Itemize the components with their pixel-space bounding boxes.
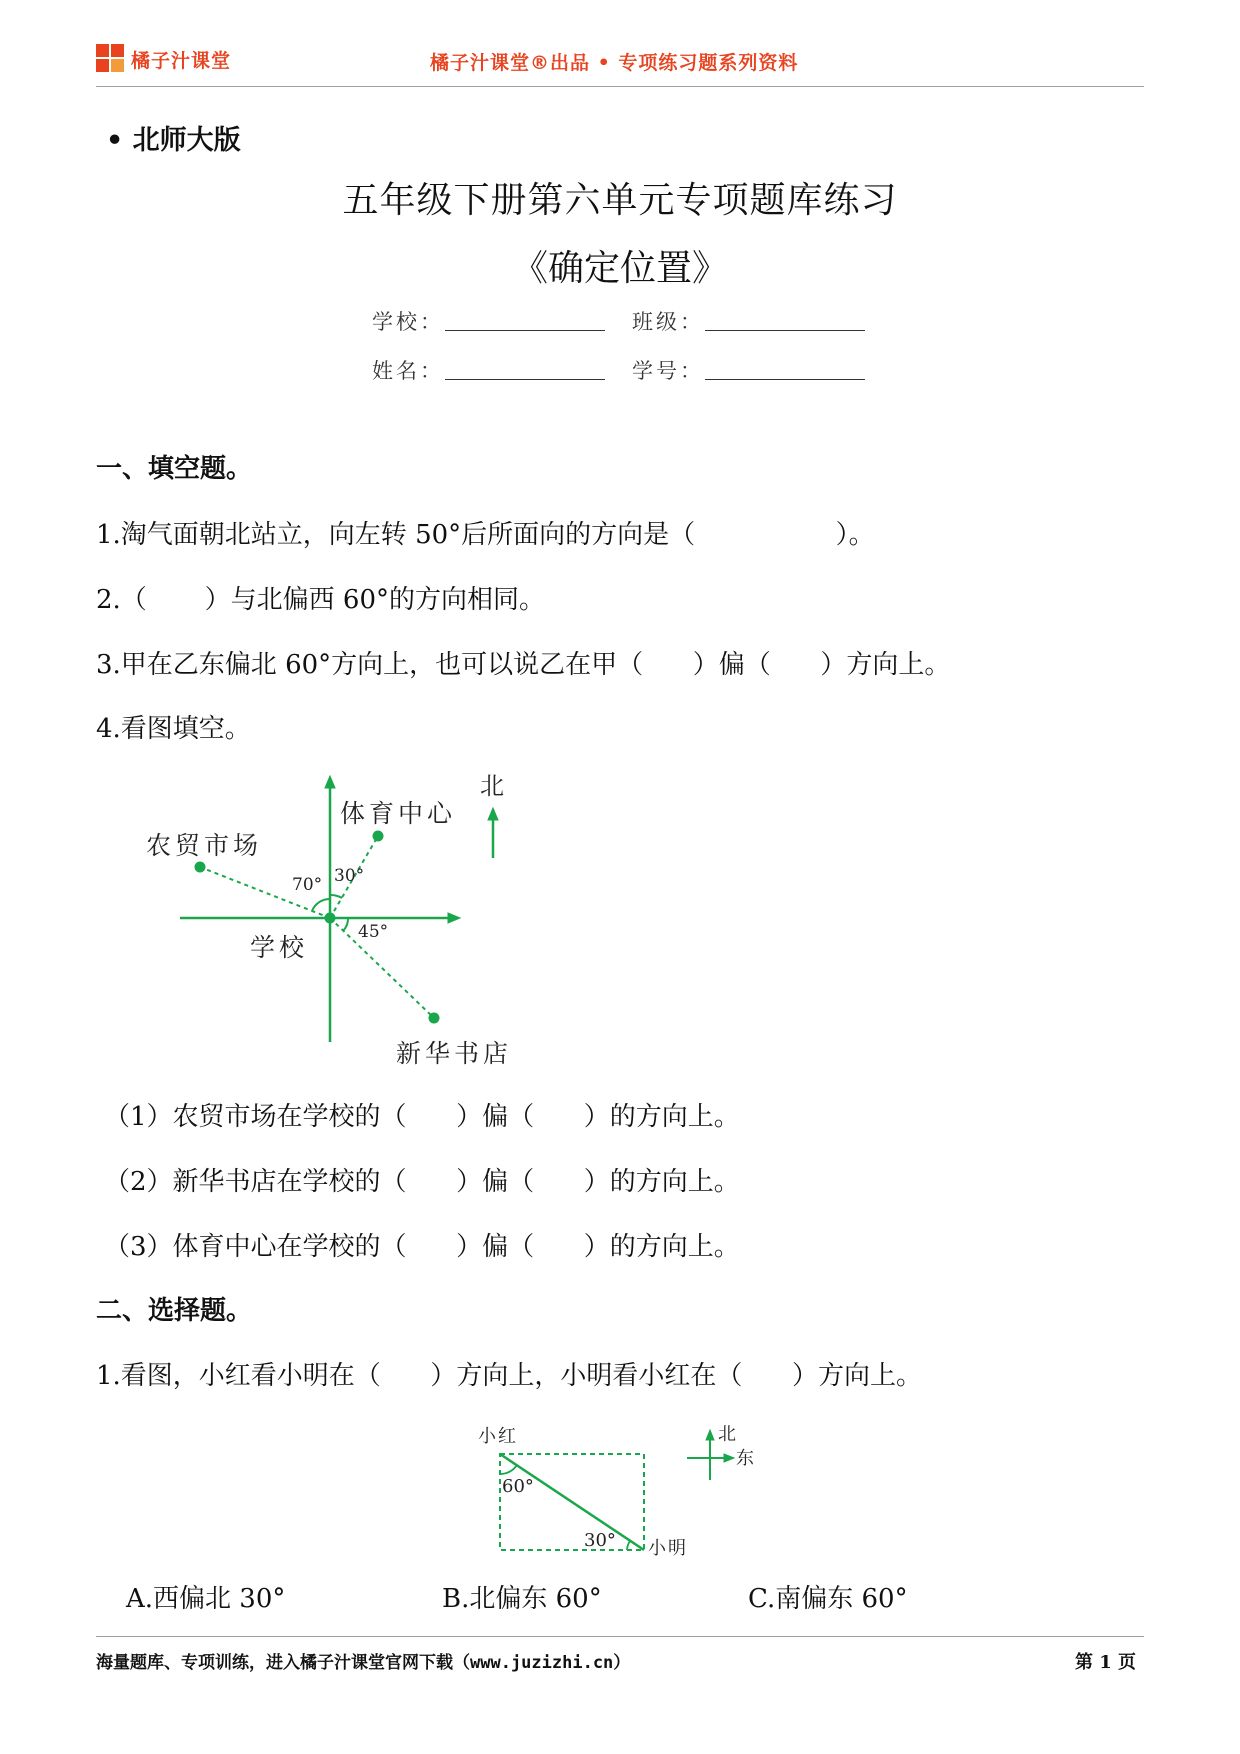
question-1-4-sub-2: （2）新华书店在学校的（ ）偏（ ）的方向上。	[104, 1167, 740, 1197]
angle-label-45: 45°	[358, 922, 389, 942]
page-title: 五年级下册第六单元专项题库练习	[342, 180, 898, 221]
question-1-2: 2.（ ）与北偏西 60°的方向相同。	[96, 585, 546, 615]
angle-arc-45	[343, 918, 348, 931]
xiaohong-label: 小红	[478, 1426, 518, 1447]
compass-east-arrow	[724, 1454, 734, 1462]
edition-label: • 北师大版	[106, 125, 241, 156]
angle-arc-60	[500, 1465, 517, 1474]
line-xiaohong-xiaoming	[500, 1454, 644, 1550]
angle-arc-30	[330, 895, 342, 898]
question-2-1: 1.看图，小红看小明在（ ）方向上，小明看小红在（ ）方向上。	[96, 1361, 922, 1391]
name-label: 姓名：	[372, 359, 444, 383]
vertical-axis-arrow	[325, 776, 335, 788]
angle-label-30b: 30°	[584, 1530, 616, 1551]
north-arrow-head	[488, 808, 498, 820]
sports-label: 体育中心	[340, 799, 457, 828]
sports-point	[373, 831, 383, 841]
question-1-1: 1.淘气面朝北站立，向左转 50°后所面向的方向是（ ）。	[96, 520, 875, 550]
section-choice-heading: 二、选择题。	[96, 1296, 253, 1326]
xiaoming-label: 小明	[648, 1538, 688, 1559]
question-1-4-sub-1: （1）农贸市场在学校的（ ）偏（ ）的方向上。	[104, 1102, 740, 1132]
question-1-4: 4.看图填空。	[96, 714, 251, 744]
option-c[interactable]: C.南偏东 60°	[748, 1584, 908, 1614]
north-label: 北	[480, 772, 504, 800]
market-label: 农贸市场	[146, 831, 263, 860]
school-point	[325, 913, 335, 923]
question-1-3: 3.甲在乙东偏北 60°方向上，也可以说乙在甲（ ）偏（ ）方向上。	[96, 650, 951, 680]
bookstore-label: 新华书店	[396, 1039, 513, 1068]
school-label: 学校：	[372, 310, 444, 334]
option-a[interactable]: A.西偏北 30°	[126, 1584, 286, 1614]
brand-name: 橘子汁课堂	[131, 50, 232, 72]
angle-arc-70	[312, 899, 330, 911]
footer-divider	[96, 1636, 1144, 1637]
bookstore-point	[429, 1013, 439, 1023]
angle-label-30: 30°	[334, 866, 365, 886]
school-field[interactable]	[445, 330, 605, 331]
compass-east-label: 东	[736, 1448, 754, 1469]
header-title: 橘子汁课堂®出品 • 专项练习题系列资料	[430, 52, 799, 74]
direction-diagram-xiaohong-xiaoming	[470, 1420, 770, 1570]
number-field[interactable]	[705, 379, 865, 380]
section-fill-blank-heading: 一、填空题。	[96, 454, 253, 484]
angle-label-70: 70°	[292, 875, 323, 895]
compass-north-label: 北	[718, 1424, 736, 1445]
school-label-diagram: 学校	[250, 933, 309, 962]
footer-text: 海量题库、专项训练，进入橘子汁课堂官网下载（www.juzizhi.cn）	[96, 1653, 631, 1673]
horizontal-axis-arrow	[448, 913, 460, 923]
class-label: 班级：	[632, 310, 704, 334]
angle-label-60: 60°	[502, 1476, 534, 1497]
direction-diagram-school	[140, 770, 540, 1070]
angle-arc-30b	[627, 1541, 630, 1550]
page-number: 第 1 页	[1075, 1652, 1137, 1673]
question-1-4-sub-3: （3）体育中心在学校的（ ）偏（ ）的方向上。	[104, 1232, 740, 1262]
header-divider	[96, 86, 1144, 87]
name-field[interactable]	[445, 379, 605, 380]
market-point	[195, 862, 205, 872]
compass-north-arrow	[706, 1430, 714, 1440]
brand-logo-icon	[96, 44, 126, 74]
option-b[interactable]: B.北偏东 60°	[442, 1584, 602, 1614]
page-subtitle: 《确定位置》	[511, 248, 728, 289]
number-label: 学号：	[632, 359, 704, 383]
class-field[interactable]	[705, 330, 865, 331]
